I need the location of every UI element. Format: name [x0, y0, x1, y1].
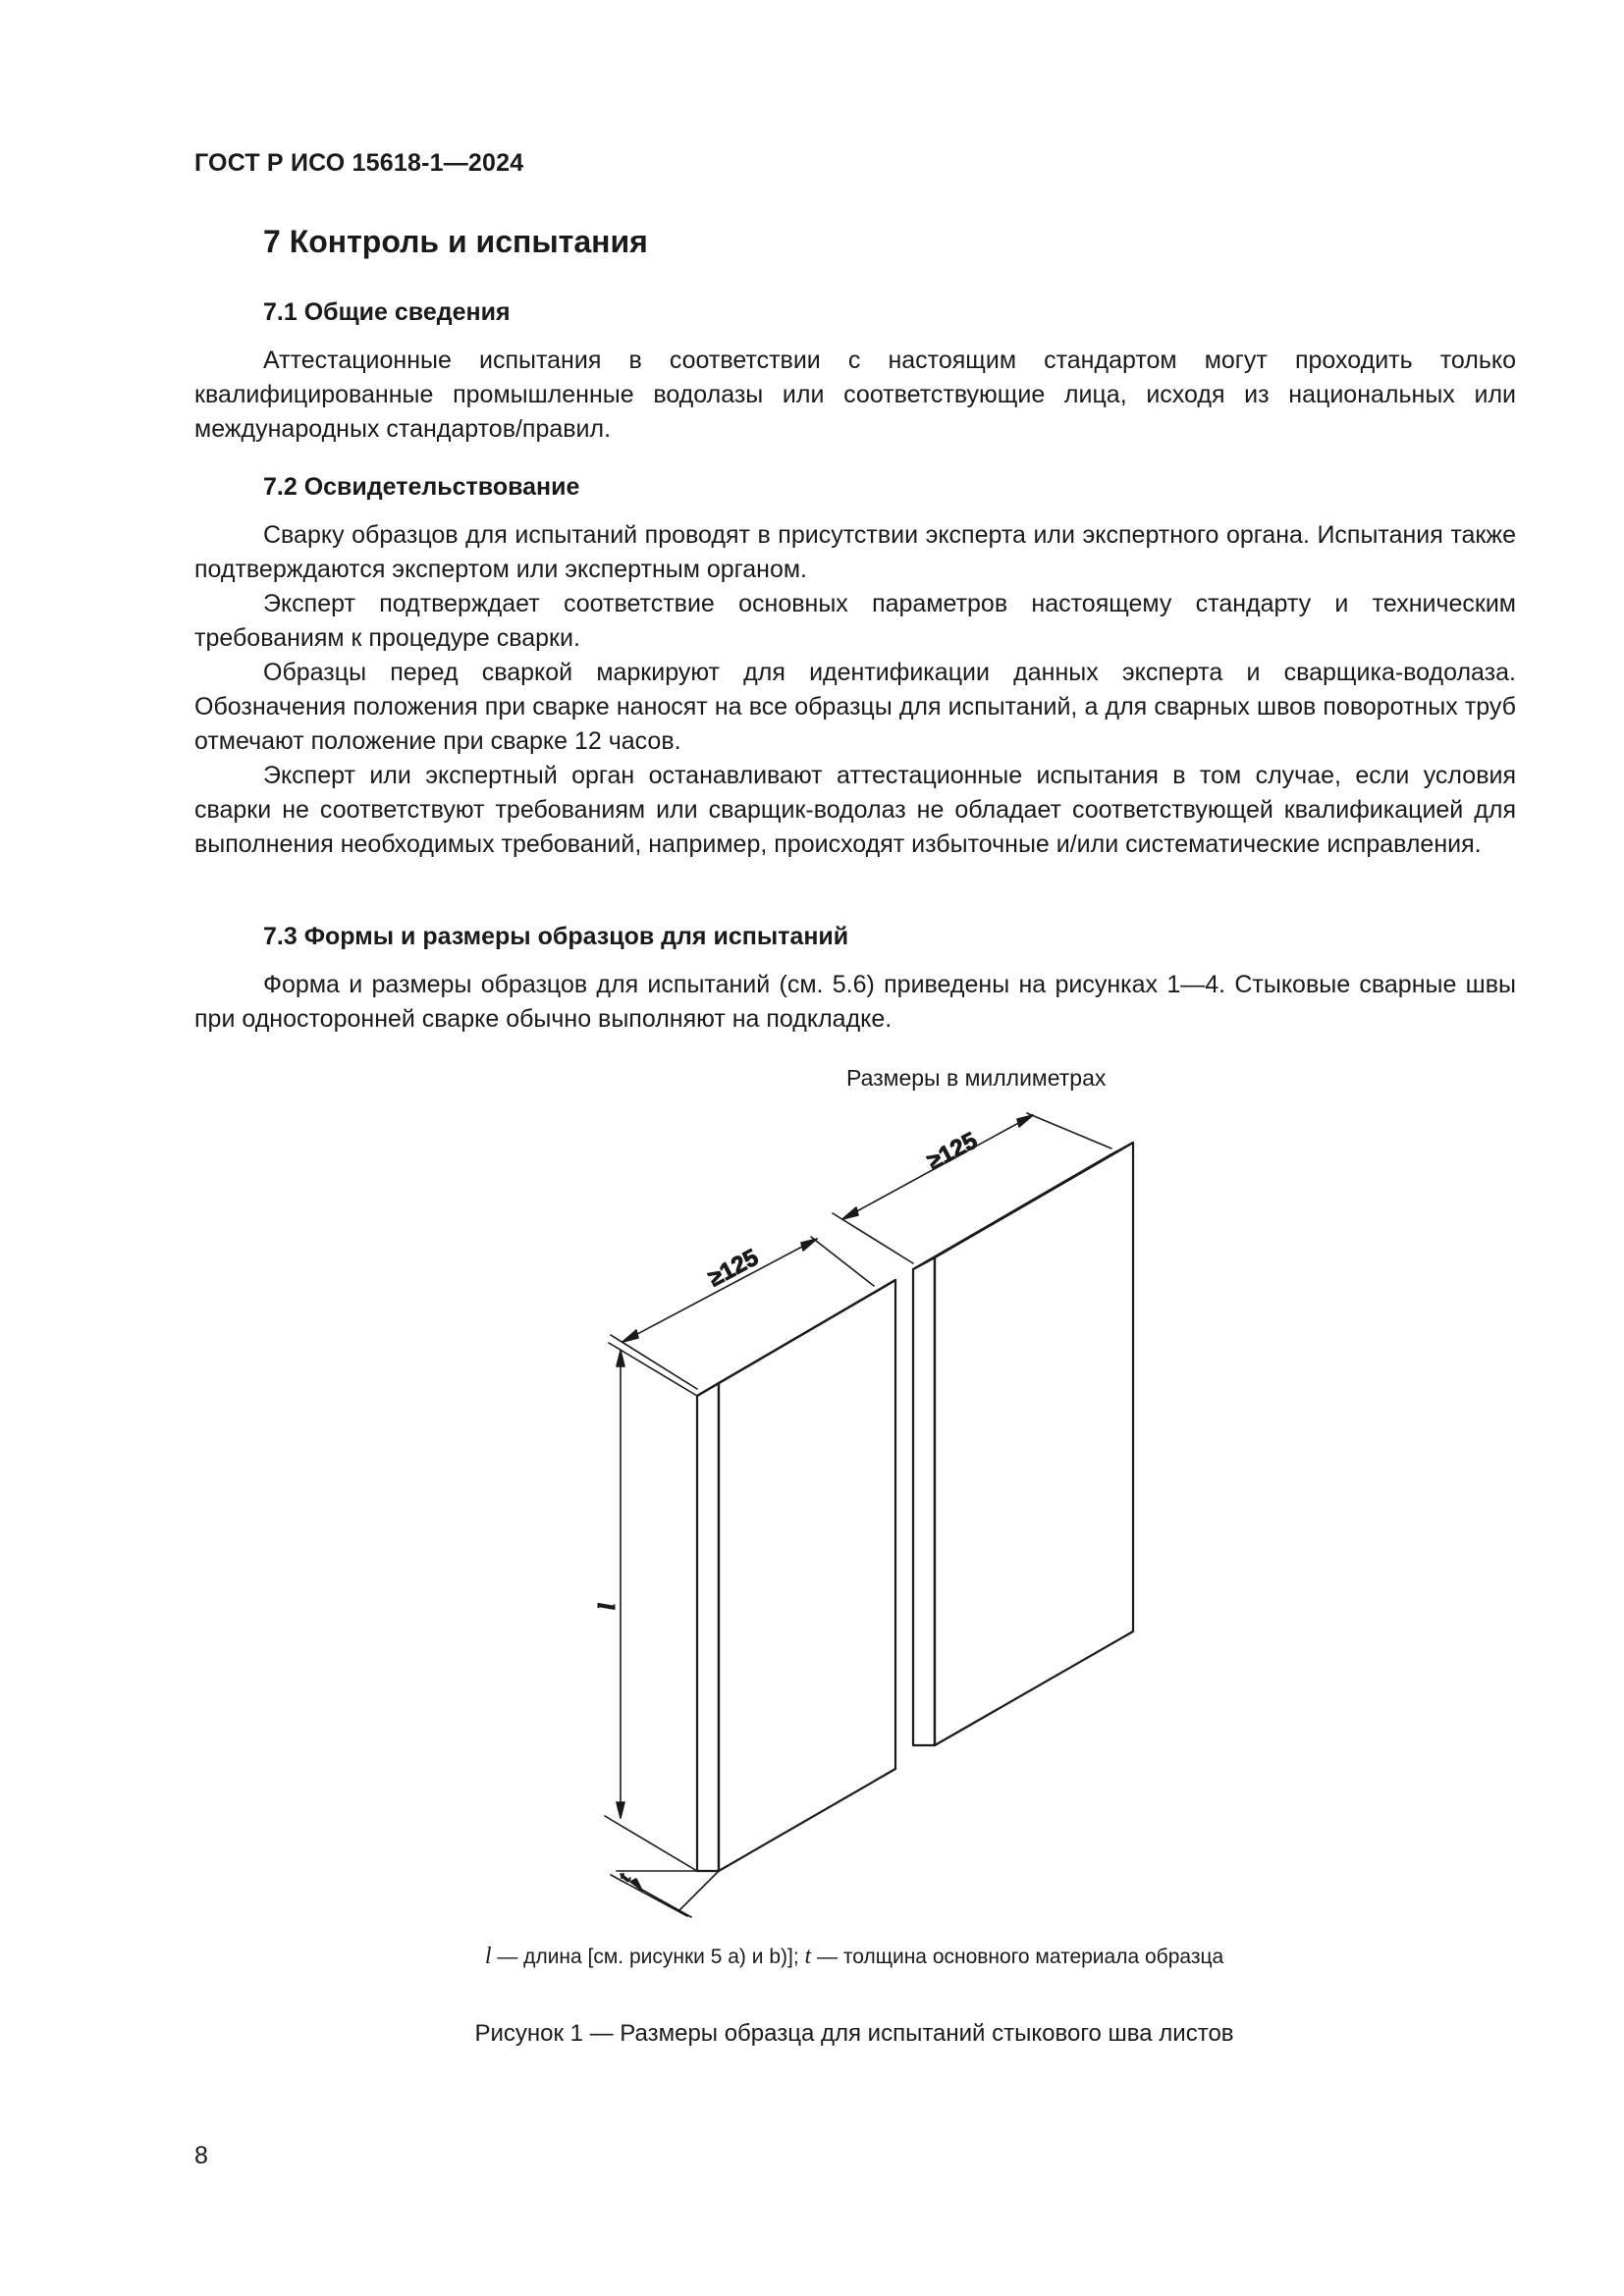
dimension-label-thickness: t	[613, 1870, 636, 1886]
subsection-title-7-2: 7.2 Освидетельствование	[263, 473, 580, 501]
legend-symbol-l: l	[484, 1944, 492, 1969]
paragraph-7-1-1: Аттестационные испытания в соответствии с настоящим стандартом могут проходить только квалифицированные промышленные водолазы или соответствующие лица, исходя из национальных или международных стандартов/правил.	[194, 347, 1516, 443]
figure-legend	[471, 1942, 1237, 1972]
paragraph-7-3-1: Форма и размеры образцов для испытаний (см. 5.6) приведены на рисунках 1—4. Стыковые сварные швы при односторонней сварке обычно выполняют на подкладке.	[194, 971, 1516, 1033]
document-code: ГОСТ Р ИСО 15618-1—2024	[194, 149, 524, 177]
paragraph-7-2-2: Эксперт подтверждает соответствие основных параметров настоящему стандарту и техническим требованиям к процедуре сварки.	[194, 590, 1516, 652]
page-number: 8	[194, 2142, 208, 2169]
specimen-drawing	[550, 1080, 1178, 1934]
section-title: 7 Контроль и испытания	[263, 224, 648, 259]
paragraph-7-2-4: Эксперт или экспертный орган останавливают аттестационные испытания в том случае, если условия сварки не соответствуют требованиям или сварщик-водолаз не обладает соответствующей квалификацией для выполнения необходимых требований, например, происходят избыточные и/или систематические исправления.	[194, 762, 1516, 858]
legend-symbol-t: t	[804, 1944, 812, 1969]
left-plate	[697, 1280, 895, 1871]
dimensions-note: Размеры в миллиметрах	[846, 1065, 1107, 1091]
dimension-label-width-right: ≥125	[923, 1127, 982, 1176]
paragraph-7-2-1: Сварку образцов для испытаний проводят в присутствии эксперта или экспертного органа. Испытания также подтверждаются экспертом или экспертным органом.	[194, 521, 1516, 583]
paragraph-7-2-3: Образцы перед сваркой маркируют для идентификации данных эксперта и сварщика-водолаза. Обозначения положения при сварке наносят на все образцы для испытаний, а для сварных швов поворотных труб отмечают положение при сварке 12 часов.	[194, 659, 1516, 755]
subsection-title-7-3: 7.3 Формы и размеры образцов для испытаний	[263, 923, 849, 950]
right-plate	[913, 1143, 1133, 1745]
legend-text-l: — длина [см. рисунки 5 a) и b)];	[491, 1946, 805, 1968]
dimension-label-width-left: ≥125	[704, 1244, 763, 1293]
dimension-label-length: l	[595, 1603, 621, 1610]
legend-text-t: — толщина основного материала образца	[811, 1946, 1224, 1968]
subsection-title-7-1: 7.1 Общие сведения	[263, 298, 511, 326]
figure-caption: Рисунок 1 — Размеры образца для испытаний стыкового шва листов	[474, 2020, 1234, 2047]
